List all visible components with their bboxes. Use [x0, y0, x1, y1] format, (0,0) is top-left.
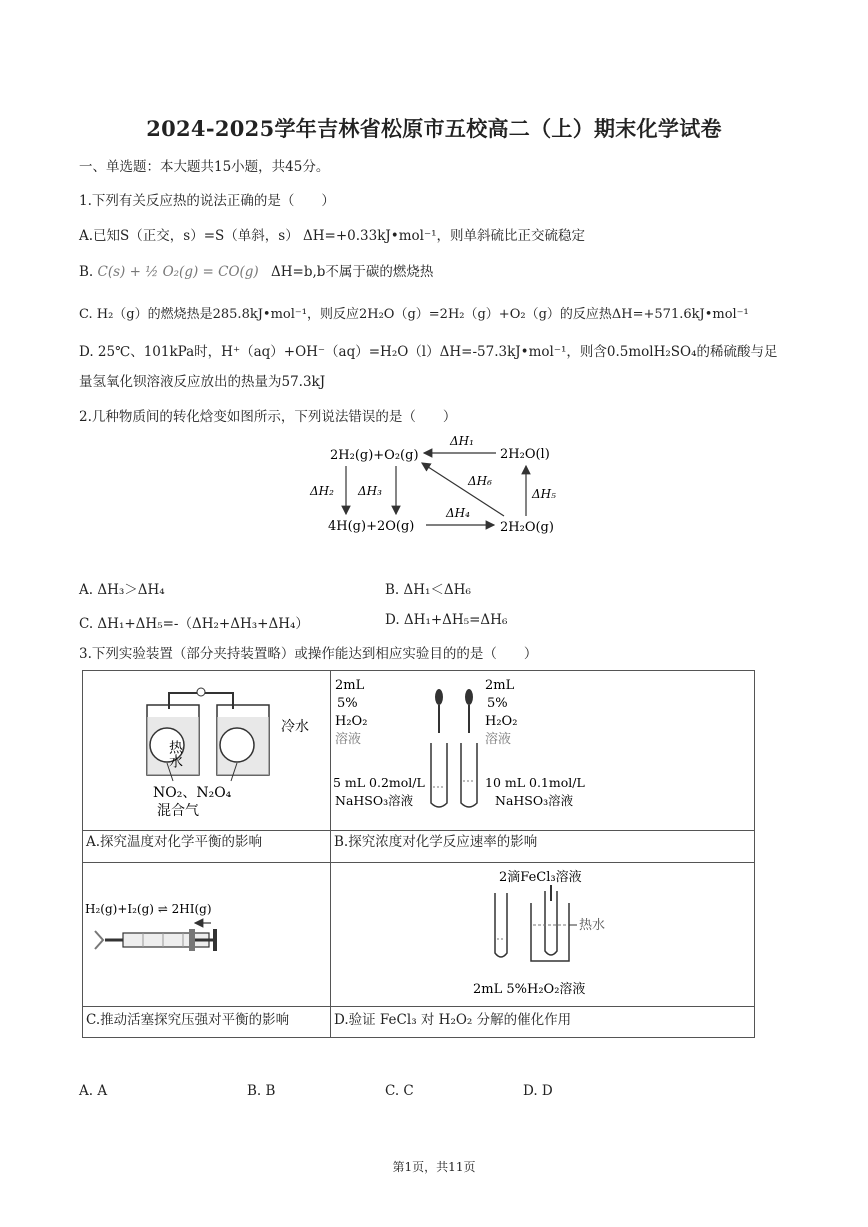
q3-stem: 3.下列实验装置（部分夹持装置略）或操作能达到相应实验目的的是（ ） — [79, 646, 538, 662]
figure-a-apparatus — [133, 675, 313, 827]
figure-b-apparatus — [333, 675, 603, 827]
node-atoms: 4H(g)+2O(g) — [328, 519, 415, 534]
figure-b-left-nahso3: NaHSO₃溶液 — [335, 793, 414, 808]
q1-option-d-line2: 量氢氧化钡溶液反应放出的热量为57.3kJ — [79, 374, 326, 390]
q2-option-b: B. ΔH₁＜ΔH₆ — [385, 582, 471, 598]
q2-option-a: A. ΔH₃＞ΔH₄ — [79, 582, 165, 598]
label-dh4: ΔH₄ — [446, 506, 470, 520]
q2-stem: 2.几种物质间的转化焓变如图所示，下列说法错误的是（ ） — [79, 409, 457, 425]
figure-b-right-nahso3: NaHSO₃溶液 — [495, 793, 574, 808]
figure-c-equation: H₂(g)+I₂(g) ⇌ 2HI(g) — [85, 902, 212, 916]
figure-b-left-volume: 2mL — [335, 678, 365, 693]
q1-option-b-letter: B. — [79, 264, 98, 280]
q1-option-b-text: ΔH=b,b不属于碳的燃烧热 — [271, 264, 434, 280]
table-divider-1 — [83, 830, 754, 831]
page-title: 2024-2025学年吉林省松原市五校高二（上）期末化学试卷 — [146, 116, 722, 141]
caption-d: D.验证 FeCl₃ 对 H₂O₂ 分解的催化作用 — [334, 1012, 572, 1028]
caption-a: A.探究温度对化学平衡的影响 — [86, 834, 263, 850]
figure-d-apparatus — [473, 865, 703, 1003]
figure-d-hot-water: 热水 — [579, 918, 606, 933]
figure-b-right-volume: 2mL — [485, 678, 515, 693]
figure-a-cold: 冷水 — [281, 719, 309, 735]
label-dh2: ΔH₂ — [310, 484, 334, 498]
figure-d-top-label: 2滴FeCl₃溶液 — [499, 870, 582, 885]
q3-option-b: B. B — [247, 1083, 276, 1099]
q2-option-d: D. ΔH₁+ΔH₅=ΔH₆ — [385, 612, 508, 628]
q1-option-d-line1: D. 25℃、101kPa时，H⁺（aq）+OH⁻（aq）=H₂O（l）ΔH=-57.3kJ•mol⁻¹，则含0.5molH₂SO₄的稀硫酸与足 — [79, 344, 778, 360]
label-dh5: ΔH₅ — [532, 487, 556, 501]
figure-b-left-solution: 溶液 — [335, 732, 362, 747]
q1-stem: 1.下列有关反应热的说法正确的是（ ） — [79, 193, 335, 209]
section-heading: 一、单选题：本大题共15小题，共45分。 — [79, 159, 330, 175]
q3-option-a: A. A — [79, 1083, 108, 1099]
table-divider-3 — [83, 1006, 754, 1007]
q1-option-b — [79, 262, 433, 282]
q1-option-a: A.已知S（正交，s）=S（单斜，s） ΔH=+0.33kJ•mol⁻¹，则单斜硫比正交硫稳定 — [79, 228, 586, 244]
table-divider-2 — [83, 862, 754, 863]
page-footer: 第1页，共11页 — [392, 1160, 476, 1174]
figure-b-left-reagent: H₂O₂ — [335, 714, 368, 729]
figure-a-hot: 热水 — [167, 740, 183, 768]
figure-d-bottom-label: 2mL 5%H₂O₂溶液 — [473, 982, 586, 997]
q3-option-c: C. C — [385, 1083, 414, 1099]
node-h2o-liquid: 2H₂O(l) — [500, 447, 550, 462]
table-divider-vertical — [330, 671, 331, 1037]
figure-b-right-percent: 5% — [487, 696, 508, 711]
caption-c: C.推动活塞探究压强对平衡的影响 — [86, 1012, 290, 1028]
node-h2-o2: 2H₂(g)+O₂(g) — [330, 448, 419, 463]
figure-b-left-percent: 5% — [337, 696, 358, 711]
label-dh1: ΔH₁ — [450, 434, 474, 448]
figure-b-right-reagent: H₂O₂ — [485, 714, 518, 729]
node-h2o-gas: 2H₂O(g) — [500, 520, 554, 535]
figure-c-apparatus — [83, 867, 328, 1003]
figure-b-right-concentration: 10 mL 0.1mol/L — [485, 775, 585, 790]
q1-option-b-formula: C(s) + ½ O₂(g) = CO(g) — [97, 264, 259, 280]
label-dh6: ΔH₆ — [468, 474, 492, 488]
enthalpy-diagram — [300, 430, 570, 545]
q3-option-d: D. D — [523, 1083, 553, 1099]
q1-option-c: C. H₂（g）的燃烧热是285.8kJ•mol⁻¹，则反应2H₂O（g）=2H₂（g）+O₂（g）的反应热ΔH=+571.6kJ•mol⁻¹ — [79, 307, 749, 322]
figure-b-left-concentration: 5 mL 0.2mol/L — [333, 775, 425, 790]
figure-a-gas: NO₂、N₂O₄ — [153, 785, 232, 801]
figure-a-gas-label: 混合气 — [157, 803, 199, 819]
caption-b: B.探究浓度对化学反应速率的影响 — [334, 834, 538, 850]
figure-b-right-solution: 溶液 — [485, 732, 512, 747]
q2-option-c: C. ΔH₁+ΔH₅=-（ΔH₂+ΔH₃+ΔH₄） — [79, 616, 309, 632]
experiment-table — [82, 670, 755, 1038]
label-dh3: ΔH₃ — [358, 484, 382, 498]
